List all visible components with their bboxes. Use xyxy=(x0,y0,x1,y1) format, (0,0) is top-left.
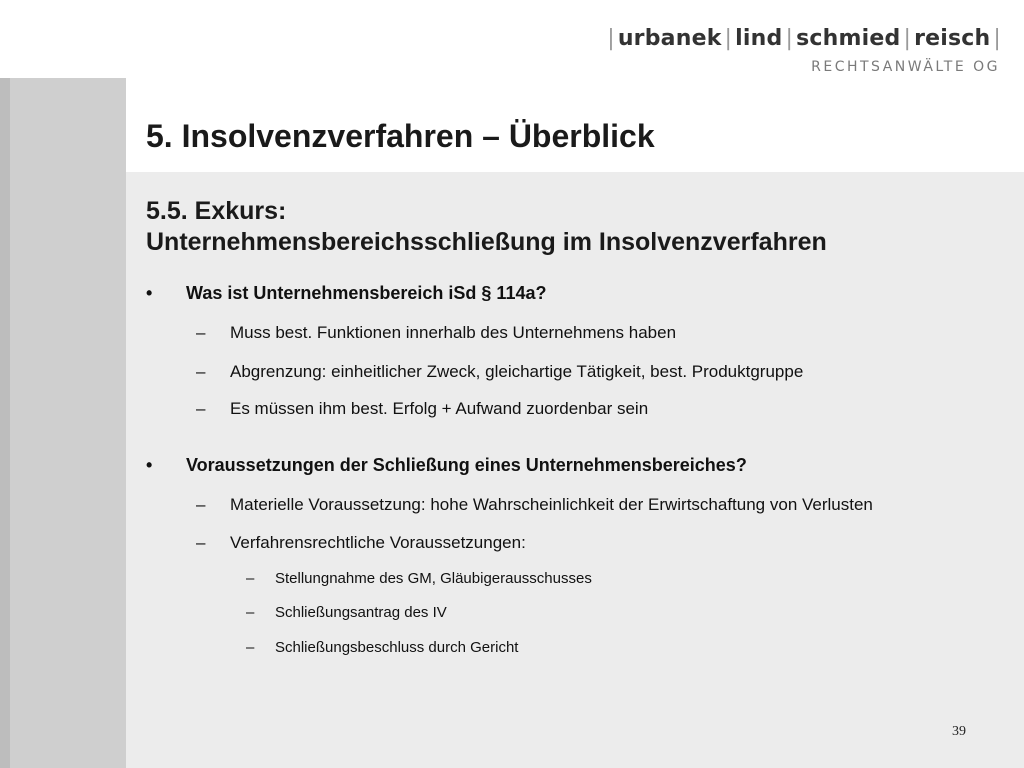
logo-name-reisch: reisch xyxy=(914,26,991,51)
subtitle-line-1: 5.5. Exkurs: xyxy=(146,197,287,225)
logo-separator: | xyxy=(903,26,912,51)
slide-title: 5. Insolvenzverfahren – Überblick xyxy=(146,118,655,154)
dash-marker: – xyxy=(196,323,206,342)
left-decorative-bar xyxy=(0,78,126,768)
sub-bullet-text: Muss best. Funktionen innerhalb des Unternehmens haben xyxy=(230,323,677,342)
bullet-marker: • xyxy=(146,283,153,303)
sub-bullet-text: Verfahrensrechtliche Voraussetzungen: xyxy=(230,533,526,552)
logo-name-lind: lind xyxy=(735,26,783,51)
sub-bullet-text: Materielle Voraussetzung: hohe Wahrscheinlichkeit der Erwirtschaftung von Verlusten xyxy=(230,495,873,514)
logo-separator: | xyxy=(607,26,615,51)
slide-subtitle xyxy=(146,196,827,258)
dash-marker: – xyxy=(246,570,255,587)
firm-logo xyxy=(604,26,1004,75)
sub-bullet-text: Abgrenzung: einheitlicher Zweck, gleichartige Tätigkeit, best. Produktgruppe xyxy=(230,362,804,381)
sub-sub-bullet-text: Stellungnahme des GM, Gläubigerausschusses xyxy=(275,570,592,587)
dash-marker: – xyxy=(246,639,255,656)
subtitle-line-2: Unternehmensbereichsschließung im Insolvenzverfahren xyxy=(146,228,827,256)
logo-name-urbanek: urbanek xyxy=(617,26,722,51)
logo-separator: | xyxy=(785,26,794,51)
logo-subtitle: RECHTSANWÄLTE OG xyxy=(811,59,1000,75)
bullet-text: Voraussetzungen der Schließung eines Unternehmensbereiches? xyxy=(186,455,747,475)
dash-marker: – xyxy=(196,495,206,514)
sub-bullet-text: Es müssen ihm best. Erfolg + Aufwand zuordenbar sein xyxy=(230,399,649,418)
logo-name-schmied: schmied xyxy=(796,26,901,51)
dash-marker: – xyxy=(196,399,206,418)
sub-sub-bullet-text: Schließungsbeschluss durch Gericht xyxy=(275,639,519,656)
dash-marker: – xyxy=(246,604,255,621)
bullet-marker: • xyxy=(146,455,153,475)
logo-separator: | xyxy=(724,26,733,51)
sub-sub-bullet-text: Schließungsantrag des IV xyxy=(275,604,447,621)
logo-separator: | xyxy=(993,26,1001,51)
bullet-text: Was ist Unternehmensbereich iSd § 114a? xyxy=(186,283,547,303)
logo-names xyxy=(604,26,1004,51)
page-number: 39 xyxy=(952,724,966,739)
left-bar-edge xyxy=(0,78,10,768)
dash-marker: – xyxy=(196,362,206,381)
dash-marker: – xyxy=(196,533,206,552)
